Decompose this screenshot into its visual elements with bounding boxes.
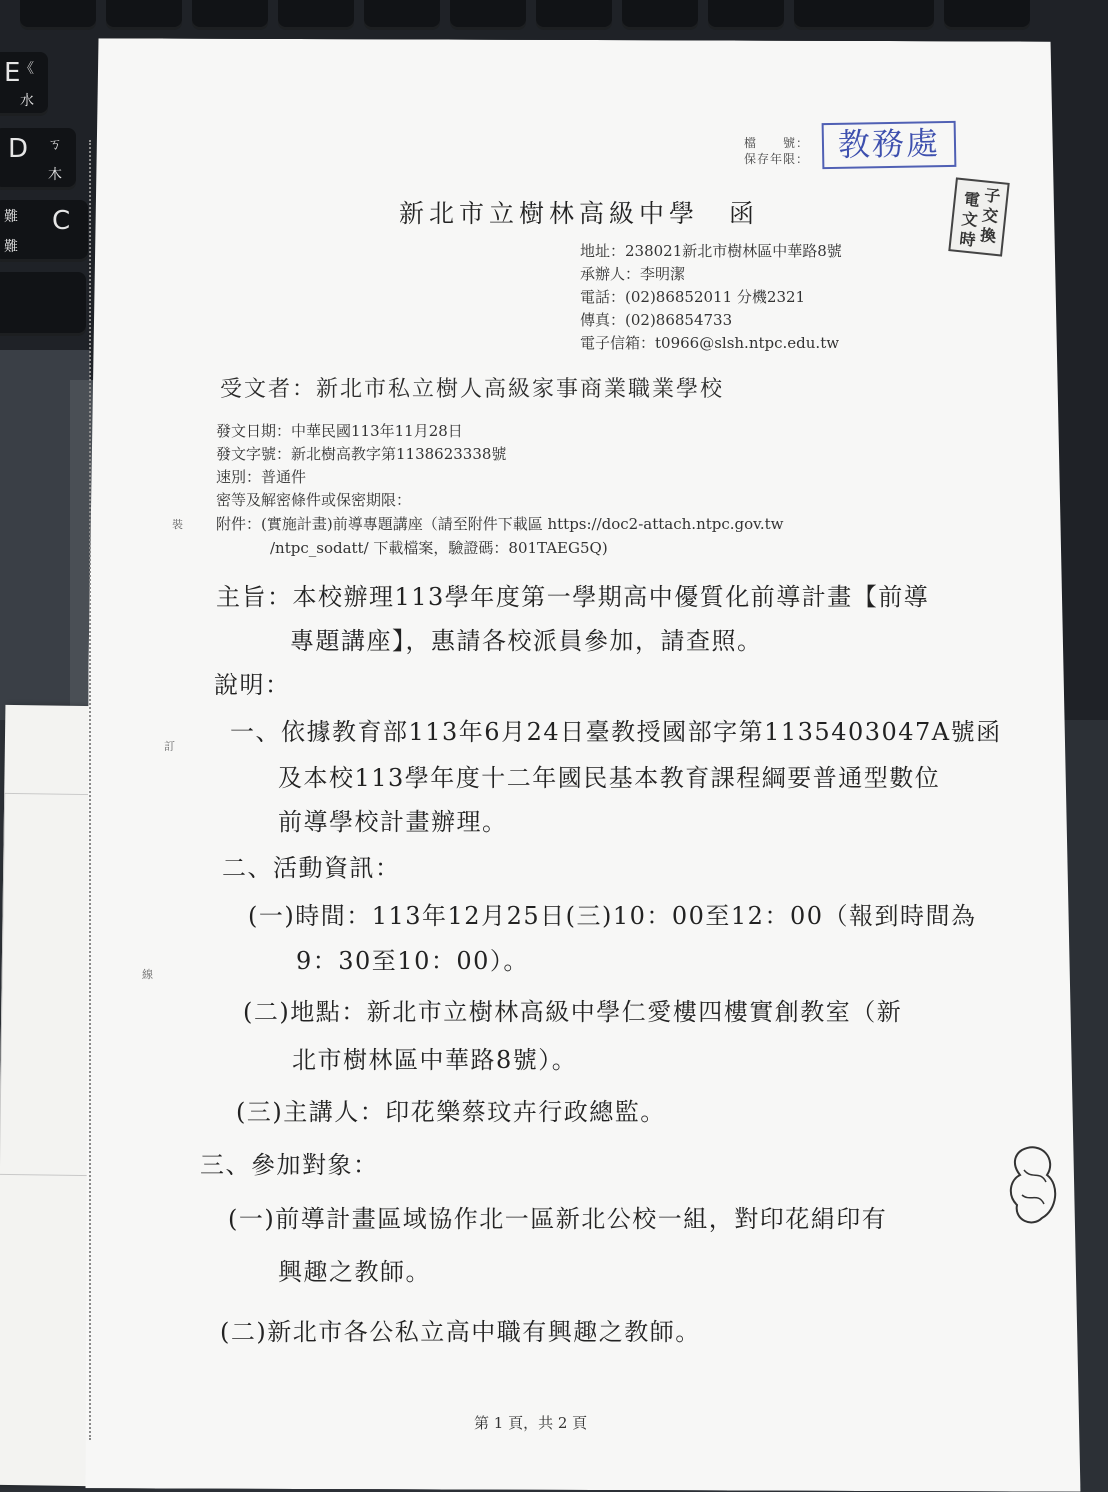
issue-date: 發文日期：中華民國113年11月28日: [216, 422, 463, 440]
item2-place-line-2: 北市樹林區中華路8號）。: [292, 1046, 578, 1074]
delivery-speed: 速別：普通件: [216, 468, 307, 486]
key-5: [106, 0, 182, 30]
subject-line-2: 專題講座】，惠請各校派員參加，請查照。: [290, 627, 763, 655]
explanation-heading: 說明：: [214, 671, 291, 699]
sender-fax: 傳真：(02)86854733: [580, 311, 733, 329]
attachment-line-1: 附件：(實施計畫)前導專題講座（請至附件下載區 https://doc2-attach.ntpc.gov.tw: [216, 515, 784, 533]
key-6: [192, 0, 268, 30]
sender-phone: 電話：(02)86852011 分機2321: [580, 288, 806, 306]
item1-line-2: 及本校113學年度十二年國民基本教育課程綱要普通型數位: [278, 764, 941, 792]
binding-line: [89, 140, 91, 1440]
department-stamp: 教務處: [822, 121, 957, 169]
item3-heading: 三、參加對象：: [200, 1151, 379, 1179]
issue-number: 發文字號：新北樹高教字第1138623338號: [216, 445, 507, 463]
binding-mark-zhuang: 裝: [172, 518, 183, 531]
binding-mark-ding: 訂: [164, 740, 175, 753]
key-home: [944, 0, 1030, 30]
secrecy-level: 密等及解密條件或保密期限：: [216, 491, 412, 509]
item3-b: (二)新北市各公私立高中職有興趣之教師。: [220, 1318, 701, 1346]
item2-speaker: (三)主講人：印花樂蔡玟卉行政總監。: [236, 1098, 666, 1126]
sender-address: 地址：238021新北市樹林區中華路8號: [580, 242, 842, 260]
key-e: E 《 水: [0, 52, 48, 116]
key-spacebar: [0, 272, 86, 336]
electronic-exchange-seal: 電 子 文 交 時 換: [948, 177, 1009, 256]
attachment-line-2: /ntpc_sodatt/ 下載檔案，驗證碼：801TAEG5Q): [270, 539, 608, 557]
item2-heading: 二、活動資訊：: [222, 854, 401, 882]
binding-mark-xian: 線: [142, 968, 153, 981]
item3-a-line-2: 興趣之教師。: [278, 1258, 431, 1286]
key-7: [278, 0, 354, 30]
item2-place-line-1: (二)地點：新北市立樹林高級中學仁愛樓四樓實創教室（新: [243, 998, 903, 1026]
item1-line-3: 前導學校計畫辦理。: [278, 808, 508, 836]
key-9: [450, 0, 526, 30]
item3-a-line-1: (一)前導計畫區域協作北一區新北公校一組，對印花絹印有: [228, 1205, 888, 1233]
subject-line-1: 主旨：本校辦理113學年度第一學期高中優質化前導計畫【前導: [216, 583, 930, 611]
sender-email: 電子信箱：t0966@slsh.ntpc.edu.tw: [580, 334, 840, 352]
pen-doodle: [1002, 1140, 1062, 1230]
key-8: [364, 0, 440, 30]
document-title: 新北市立樹林高級中學 函: [399, 199, 760, 228]
item2-time-line-1: (一)時間：113年12月25日(三)10：00至12：00（報到時間為: [248, 902, 977, 930]
key-minus: [622, 0, 698, 30]
key-backspace: [794, 0, 934, 30]
file-number-label: 檔 號：: [744, 136, 810, 150]
item1-line-1: 一、依據教育部113年6月24日臺教授國部字第1135403047A號函: [230, 718, 1002, 746]
key-equals: [708, 0, 784, 30]
recipient: 受文者：新北市私立樹人高級家事商業職業學校: [220, 377, 725, 402]
key-d: D ㄎ 木: [0, 128, 76, 190]
sender-handler: 承辦人：李明潔: [580, 265, 686, 283]
key-0: [536, 0, 612, 30]
retention-label: 保存年限：: [744, 152, 810, 166]
key-4: [20, 0, 96, 30]
key-c: C 難 難: [0, 200, 88, 262]
page-footer: 第 1 頁，共 2 頁: [474, 1414, 588, 1432]
item2-time-line-2: 9：30至10：00）。: [296, 947, 529, 975]
